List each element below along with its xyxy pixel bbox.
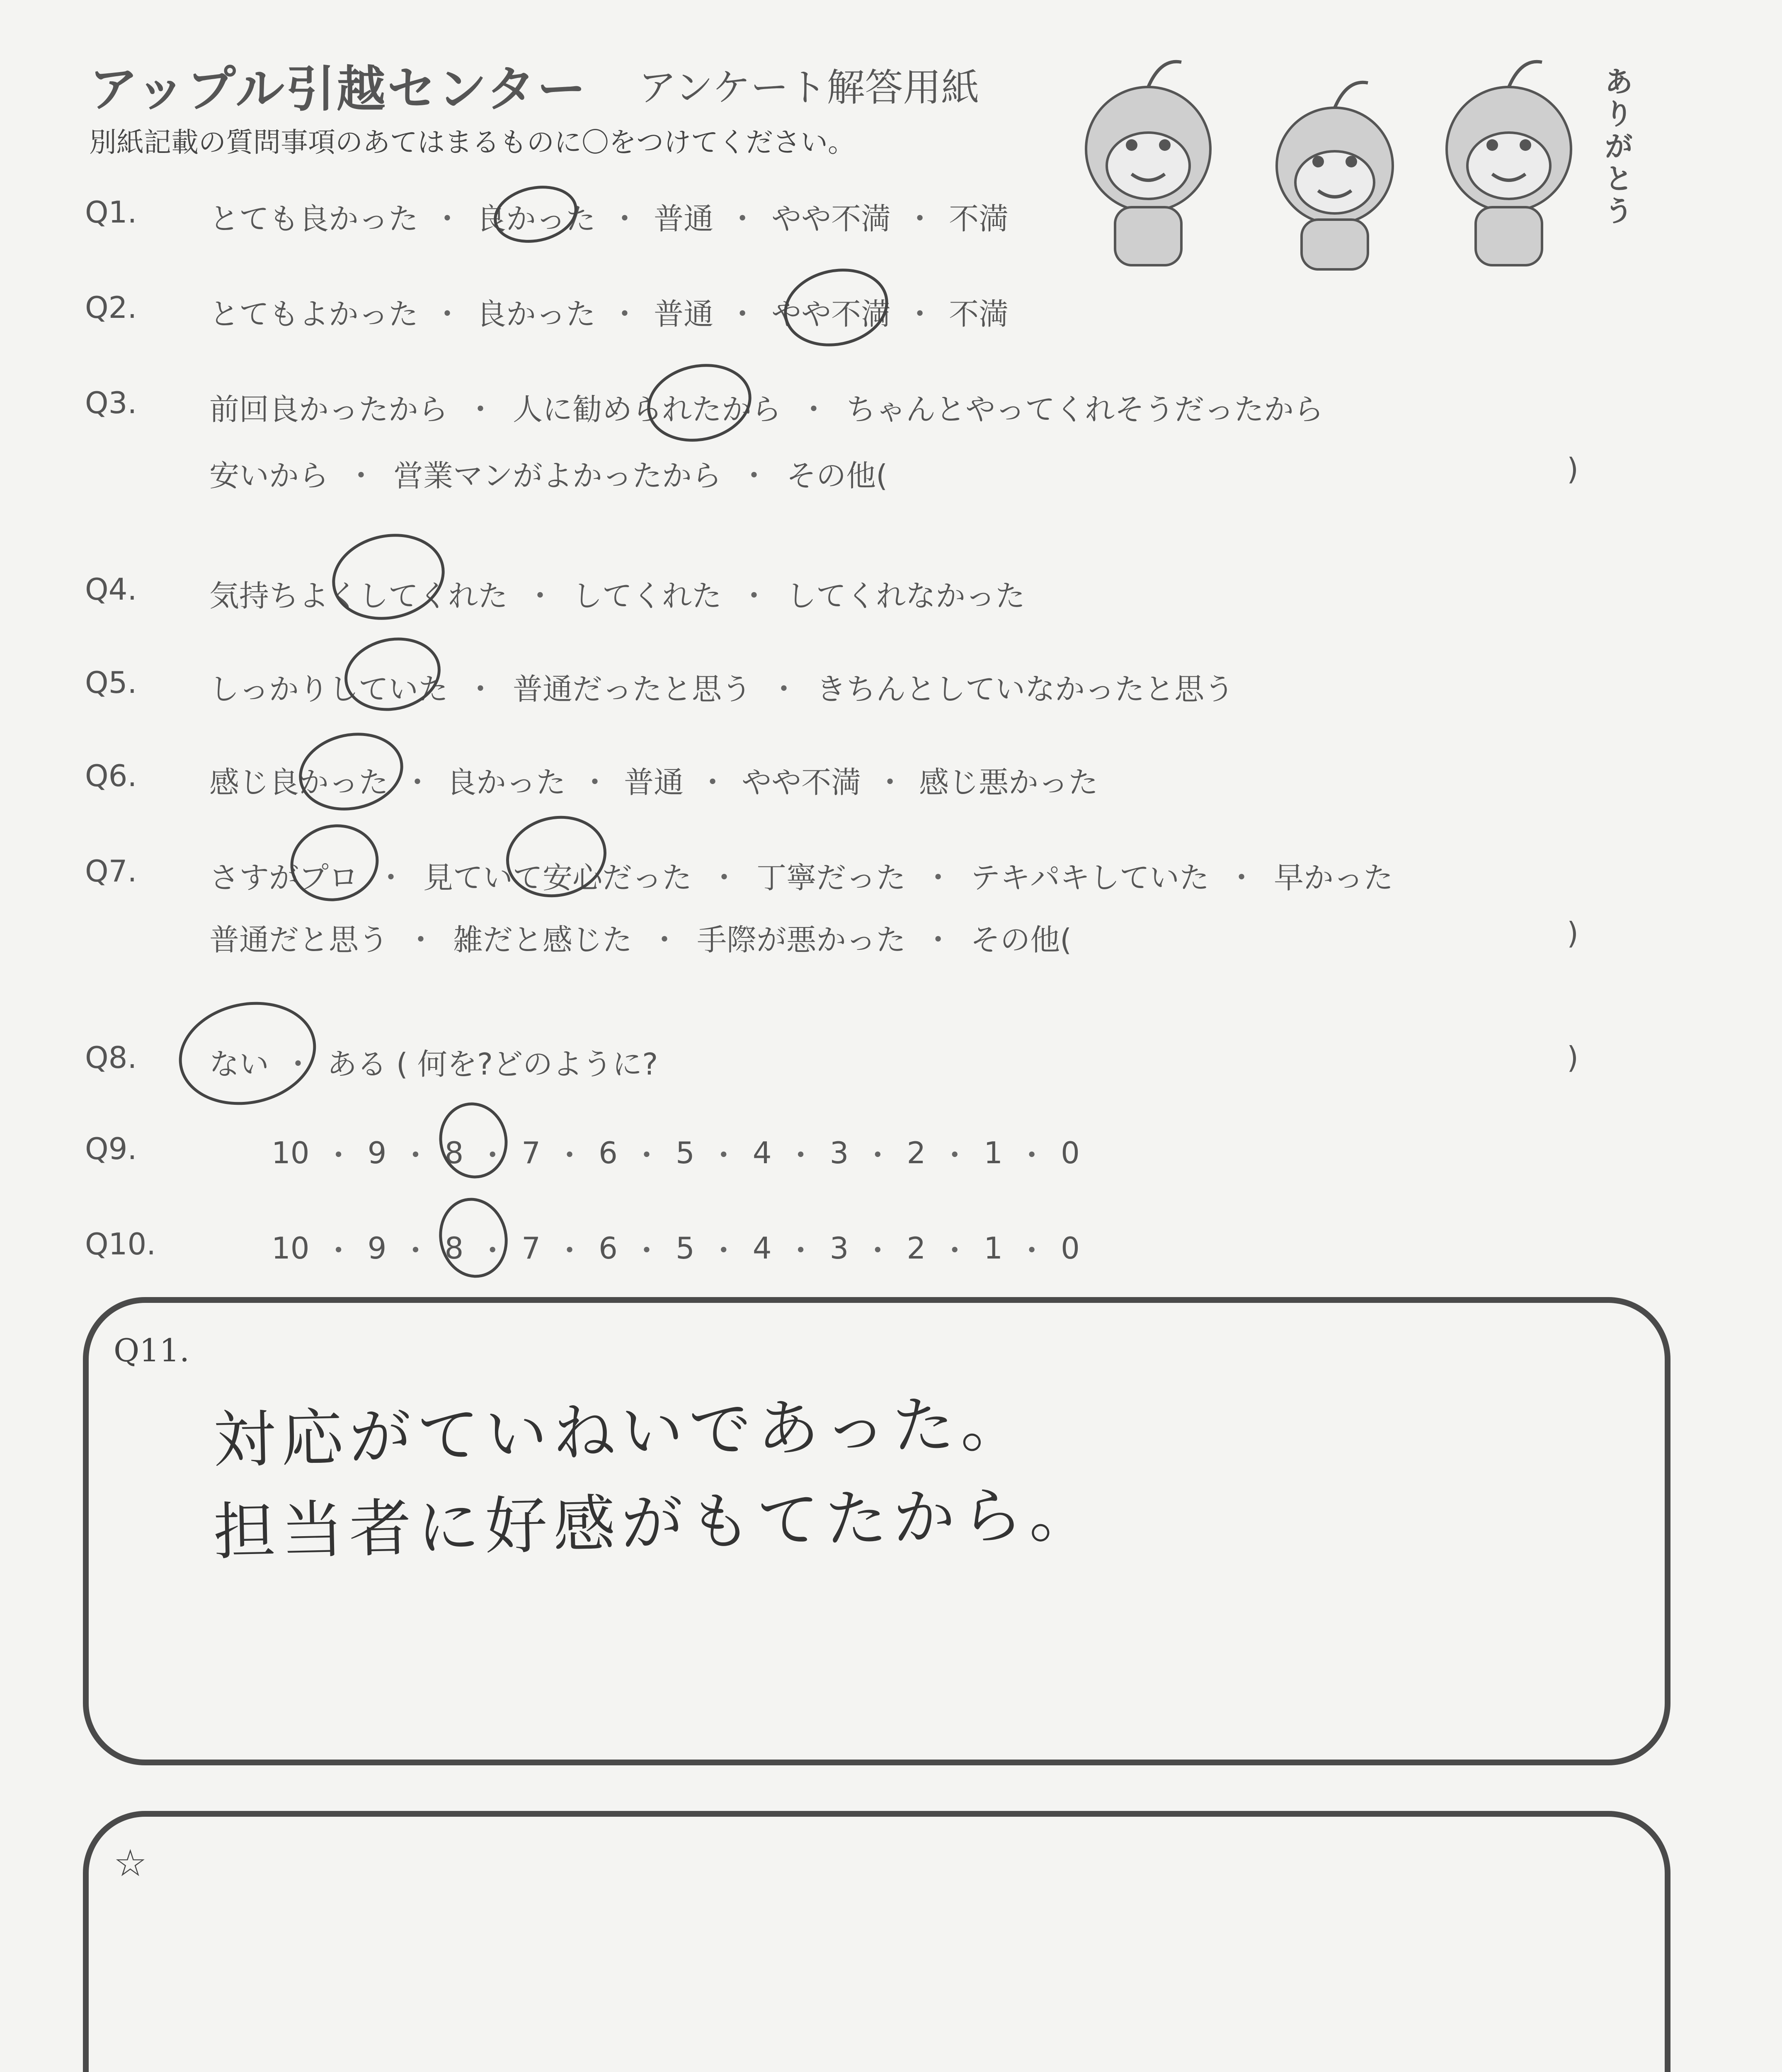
q1-option-5[interactable]: 不満 — [949, 201, 1009, 236]
instructions: 別紙記載の質問事項のあてはまるものに〇をつけてください。 — [89, 126, 855, 158]
q6-option-5[interactable]: 感じ悪かった — [919, 765, 1098, 800]
q4-option-3[interactable]: してくれなかった — [786, 579, 1026, 613]
q2-option-4[interactable]: やや不満 — [771, 297, 891, 332]
q10-option-4[interactable]: 4 — [752, 1231, 772, 1266]
star-icon: ☆ — [114, 1842, 147, 1885]
q8-paren-close: ) — [1567, 1040, 1579, 1075]
q7-option-3[interactable]: 丁寧だった — [756, 860, 906, 895]
q10-option-7[interactable]: 7 — [521, 1231, 541, 1266]
q9-option-7[interactable]: 7 — [521, 1135, 541, 1170]
q1-option-2[interactable]: 良かった — [476, 201, 596, 236]
q10-option-1[interactable]: 1 — [984, 1231, 1003, 1266]
q10-option-10[interactable]: 10 — [272, 1231, 310, 1266]
q6-option-3[interactable]: 普通 — [624, 765, 684, 800]
q6-option-4[interactable]: やや不満 — [742, 765, 861, 800]
question-label: Q3. — [85, 385, 137, 420]
q11-comment-line-2: 担当者に好感がもてたから。 — [212, 1478, 1098, 1569]
q3-option-1[interactable]: 前回良かったから — [209, 392, 449, 427]
q10-option-8[interactable]: 8 — [444, 1231, 464, 1266]
q7-option-1[interactable]: さすがプロ — [209, 860, 359, 895]
q2-option-1[interactable]: とてもよかった — [209, 297, 419, 332]
star-comment-box[interactable] — [83, 1811, 1670, 2072]
q4-option-2[interactable]: してくれた — [572, 579, 722, 613]
q3-option-5[interactable]: 営業マンがよかったから — [393, 458, 722, 493]
q1-option-4[interactable]: やや不満 — [771, 201, 891, 236]
q8-option-1[interactable]: ない — [209, 1047, 269, 1082]
q5-option-3[interactable]: きちんとしていなかったと思う — [816, 672, 1234, 707]
question-label: Q5. — [85, 665, 137, 700]
question-label: Q7. — [85, 854, 137, 888]
q11-label: Q11. — [114, 1332, 190, 1369]
q11-comment-box[interactable] — [83, 1297, 1670, 1765]
q7-option-5[interactable]: 早かった — [1274, 860, 1394, 895]
q9-option-5[interactable]: 5 — [675, 1135, 695, 1170]
q3-option-3[interactable]: ちゃんとやってくれそうだったから — [846, 392, 1324, 427]
q1-selection-circle — [488, 178, 582, 250]
q7-option-8[interactable]: 手際が悪かった — [697, 922, 906, 957]
q5-option-1[interactable]: しっかりしていた — [209, 672, 449, 707]
form-title: アンケート解答用紙 — [638, 65, 979, 110]
q10-option-9[interactable]: 9 — [367, 1231, 387, 1266]
q10-option-0[interactable]: 0 — [1061, 1231, 1080, 1266]
q8-selection-circle — [169, 990, 325, 1117]
q10-selection-circle — [432, 1191, 515, 1284]
q6-option-1[interactable]: 感じ良かった — [209, 765, 389, 800]
q9-option-0[interactable]: 0 — [1061, 1135, 1080, 1170]
q7-paren-close: ) — [1567, 916, 1579, 951]
q10-option-6[interactable]: 6 — [599, 1231, 618, 1266]
q9-option-9[interactable]: 9 — [367, 1135, 387, 1170]
q9-option-2[interactable]: 2 — [907, 1135, 926, 1170]
monkey-mascots-illustration — [1078, 41, 1658, 274]
q3-option-4[interactable]: 安いから — [209, 458, 329, 493]
question-label: Q1. — [85, 195, 137, 230]
q3-option-6[interactable]: その他( — [786, 458, 888, 493]
q2-selection-circle — [777, 259, 896, 356]
q9-option-10[interactable]: 10 — [272, 1135, 310, 1170]
q3-option-2[interactable]: 人に勧められたから — [513, 392, 782, 427]
q7-option-6[interactable]: 普通だと思う — [209, 922, 389, 957]
q7-option-9[interactable]: その他( — [970, 922, 1072, 957]
q11-comment-line-1: 対応がていねいであった。 — [212, 1387, 1029, 1477]
q7-option-4[interactable]: テキパキしていた — [970, 860, 1210, 895]
question-label: Q4. — [85, 572, 137, 607]
q2-option-5[interactable]: 不満 — [949, 297, 1009, 332]
q3-selection-circle — [640, 355, 759, 451]
q1-option-3[interactable]: 普通 — [654, 201, 714, 236]
q9-option-8[interactable]: 8 — [444, 1135, 464, 1170]
company-name: アップル引越センター — [89, 61, 588, 118]
q2-option-2[interactable]: 良かった — [476, 297, 596, 332]
q4-option-1[interactable]: 気持ちよくしてくれた — [209, 579, 508, 613]
q6-selection-circle — [292, 724, 411, 820]
q8-option-2[interactable]: ある ( 何を?どのように? — [327, 1047, 658, 1082]
q10-option-3[interactable]: 3 — [829, 1231, 849, 1266]
q3-paren-close: ) — [1567, 452, 1579, 487]
q6-option-2[interactable]: 良かった — [446, 765, 566, 800]
question-label: Q2. — [85, 290, 137, 325]
question-label: Q6. — [85, 758, 137, 793]
q2-option-3[interactable]: 普通 — [654, 297, 714, 332]
q5-option-2[interactable]: 普通だったと思う — [513, 672, 752, 707]
question-label: Q10. — [85, 1227, 156, 1261]
q9-option-3[interactable]: 3 — [829, 1135, 849, 1170]
q1-option-1[interactable]: とても良かった — [209, 201, 419, 236]
q7-option-2[interactable]: 見ていて安心だった — [423, 860, 692, 895]
question-label: Q8. — [85, 1040, 137, 1075]
q10-option-5[interactable]: 5 — [675, 1231, 695, 1266]
question-label: Q9. — [85, 1131, 137, 1166]
q9-option-6[interactable]: 6 — [599, 1135, 618, 1170]
q9-option-1[interactable]: 1 — [984, 1135, 1003, 1170]
q9-option-4[interactable]: 4 — [752, 1135, 772, 1170]
q7-option-7[interactable]: 雑だと感じた — [453, 922, 633, 957]
q10-option-2[interactable]: 2 — [907, 1231, 926, 1266]
thanks-text: ありがとう — [1600, 66, 1634, 228]
